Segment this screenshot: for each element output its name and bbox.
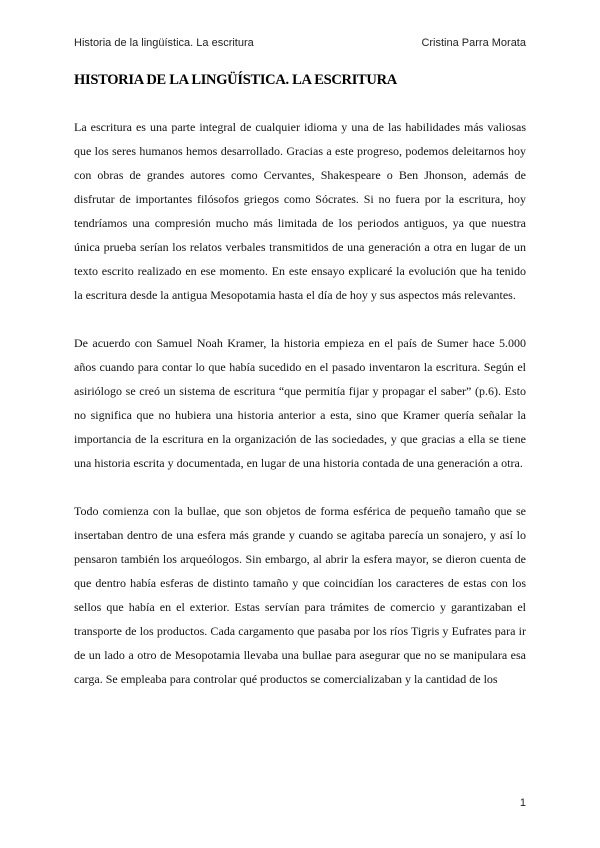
paragraph-1: La escritura es una parte integral de cualquier idioma y una de las habilidades más valiosas que los seres humanos hemos desarrollado. Gracias a este progreso, podemos deleitarnos hoy con obras de grandes autores como Cervantes, Shakespeare o Ben Jhonson, además de disfrutar de importantes filósofos griegos como Sócrates. Si no fuera por la escritura, hoy tendríamos una compresión mucho más limitada de los periodos antiguos, ya que nuestra única prueba serían los relatos verbales transmitidos de una generación a otra en lugar de un texto escrito realizado en ese momento. En este ensayo explicaré la evolución que ha tenido la escritura desde la antigua Mesopotamia hasta el día de hoy y sus aspectos más relevantes. (74, 120, 526, 302)
document-title: HISTORIA DE LA LINGÜÍSTICA. LA ESCRITURA (74, 72, 397, 88)
document-body (74, 115, 526, 715)
page-number: 1 (519, 797, 526, 809)
paragraph-3: Todo comienza con la bullae, que son objetos de forma esférica de pequeño tamaño que se insertaban dentro de una esfera más grande y cuando se agitaba parecía un sonajero, y así lo pensaron también los arqueólogos. Sin embargo, al abrir la esfera mayor, se dieron cuenta de que dentro había esferas de distinto tamaño y que coincidían los caracteres de estas con los sellos que había en el exterior. Estas servían para trámites de comercio y garantizaban el transporte de los productos. Cada cargamento que pasaba por los ríos Tigris y Eufrates para ir de un lado a otro de Mesopotamia llevaba una bullae para asegurar que no se manipulara esa carga. Se empleaba para controlar qué productos se comercializaban y la cantidad de los (74, 504, 526, 686)
header-author: Cristina Parra Morata (421, 37, 526, 49)
header-left-title: Historia de la lingüística. La escritura (74, 37, 254, 49)
paragraph-2: De acuerdo con Samuel Noah Kramer, la historia empieza en el país de Sumer hace 5.000 años cuando para contar lo que había sucedido en el pasado inventaron la escritura. Según el asiriólogo se creó un sistema de escritura “que permitía fijar y propagar el saber” (p.6). Esto no significa que no hubiera una historia anterior a esta, sino que Kramer quería señalar la importancia de la escritura en la organización de las sociedades, y que gracias a ella se tiene una historia escrita y documentada, en lugar de una historia contada de una generación a otra. (74, 336, 526, 470)
page-header (74, 37, 526, 49)
